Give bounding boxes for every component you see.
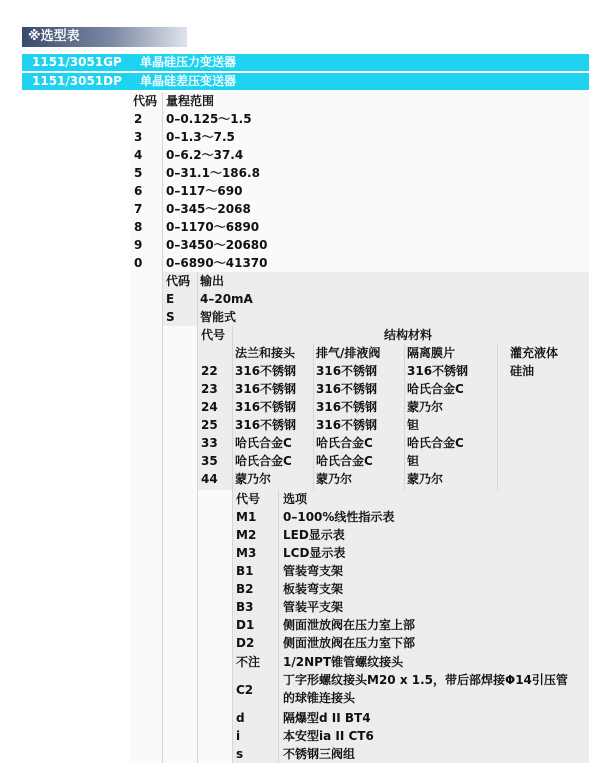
materials-column-header: 排气/排液阀 [316, 346, 381, 360]
options-code-header: 代号 [236, 492, 261, 506]
vent-material: 316不锈钢 [316, 400, 378, 414]
diaphragm-material: 哈氏合金C [407, 382, 464, 396]
range-value: 0–117～690 [166, 184, 243, 198]
option-code: s [236, 747, 244, 761]
option-code: B1 [236, 564, 254, 578]
diaphragm-material: 钽 [407, 418, 420, 432]
option-code: B2 [236, 582, 254, 596]
material-code: 25 [201, 418, 218, 432]
diaphragm-material: 哈氏合金C [407, 436, 464, 450]
flange-material: 哈氏合金C [235, 436, 292, 450]
option-code: B3 [236, 600, 254, 614]
range-code: 4 [134, 148, 143, 162]
option-description: LED显示表 [283, 528, 345, 542]
output-code: E [166, 292, 175, 306]
material-code: 33 [201, 436, 218, 450]
range-value: 0–3450～20680 [166, 238, 268, 252]
option-description: 丁字形螺纹接头M20 x 1.5，带后部焊接Φ14引压管 [283, 673, 568, 687]
output-value: 4–20mA [200, 292, 253, 306]
column-divider [313, 344, 314, 490]
option-code: 不注 [236, 655, 261, 669]
column-divider [497, 344, 498, 490]
option-description: 侧面泄放阀在压力室下部 [283, 636, 416, 650]
column-divider [278, 490, 279, 763]
model-code: 1151/3051GP [32, 55, 122, 69]
model-row [22, 54, 589, 71]
vent-material: 316不锈钢 [316, 382, 378, 396]
column-divider [197, 272, 198, 763]
material-code: 22 [201, 364, 218, 378]
material-code: 44 [201, 472, 218, 486]
options-header: 选项 [283, 492, 308, 506]
materials-column-header: 隔离膜片 [407, 346, 456, 360]
diaphragm-material: 钽 [407, 454, 420, 468]
vent-material: 哈氏合金C [316, 454, 373, 468]
output-code-header: 代码 [166, 274, 191, 288]
materials-column-header: 法兰和接头 [235, 346, 296, 360]
model-description: 单晶硅压力变送器 [140, 55, 237, 69]
material-code: 24 [201, 400, 218, 414]
flange-material: 316不锈钢 [235, 418, 297, 432]
option-code: M1 [236, 510, 257, 524]
vent-material: 蒙乃尔 [316, 472, 353, 486]
option-description: 的球锥连接头 [283, 691, 356, 705]
output-value: 智能式 [200, 310, 237, 324]
range-code-header: 代码 [133, 94, 158, 108]
flange-material: 蒙乃尔 [235, 472, 272, 486]
vent-material: 哈氏合金C [316, 436, 373, 450]
option-code: M3 [236, 546, 257, 560]
option-description: 不锈钢三阀组 [283, 747, 356, 761]
option-description: 本安型ia II CT6 [283, 729, 374, 743]
option-description: 隔爆型d II BT4 [283, 711, 371, 725]
option-description: 0–100%线性指示表 [283, 510, 395, 524]
materials-code-header: 代号 [201, 328, 226, 342]
model-code: 1151/3051DP [32, 74, 122, 88]
range-value: 0–345～2068 [166, 202, 251, 216]
model-description: 单晶硅差压变送器 [140, 74, 237, 88]
diaphragm-material: 蒙乃尔 [407, 400, 444, 414]
option-code: d [236, 711, 245, 725]
option-code: M2 [236, 528, 257, 542]
output-header: 输出 [200, 274, 225, 288]
diaphragm-material: 316不锈钢 [407, 364, 469, 378]
fill-liquid: 硅油 [510, 364, 535, 378]
range-code: 7 [134, 202, 143, 216]
range-value: 0–0.125～1.5 [166, 112, 252, 126]
option-description: 1/2NPT锥管螺纹接头 [283, 655, 404, 669]
materials-column-header: 灌充液体 [510, 346, 559, 360]
range-value: 0–1.3～7.5 [166, 130, 235, 144]
option-description: 板装弯支架 [283, 582, 344, 596]
material-code: 23 [201, 382, 218, 396]
flange-material: 316不锈钢 [235, 400, 297, 414]
range-value: 0–6.2～37.4 [166, 148, 244, 162]
option-code: C2 [236, 683, 254, 697]
option-description: 管装弯支架 [283, 564, 344, 578]
range-value: 0–1170～6890 [166, 220, 260, 234]
column-divider [162, 92, 163, 763]
range-value: 0–31.1～186.8 [166, 166, 260, 180]
model-row [22, 73, 589, 90]
range-value: 0–6890～41370 [166, 256, 268, 270]
option-description: LCD显示表 [283, 546, 346, 560]
output-code: S [166, 310, 175, 324]
range-code: 5 [134, 166, 143, 180]
materials-group-header: 结构材料 [384, 328, 433, 342]
option-description: 侧面泄放阀在压力室上部 [283, 618, 416, 632]
option-description: 管装平支架 [283, 600, 344, 614]
column-divider [232, 326, 233, 763]
vent-material: 316不锈钢 [316, 418, 378, 432]
range-code: 0 [134, 256, 143, 270]
range-code: 2 [134, 112, 143, 126]
option-code: i [236, 729, 241, 743]
option-code: D1 [236, 618, 255, 632]
option-code: D2 [236, 636, 255, 650]
section-title: ※选型表 [22, 27, 187, 47]
range-code: 3 [134, 130, 143, 144]
column-divider [404, 344, 405, 490]
diaphragm-material: 蒙乃尔 [407, 472, 444, 486]
range-header: 量程范围 [166, 94, 215, 108]
range-code: 6 [134, 184, 143, 198]
material-code: 35 [201, 454, 218, 468]
range-code: 8 [134, 220, 143, 234]
flange-material: 哈氏合金C [235, 454, 292, 468]
vent-material: 316不锈钢 [316, 364, 378, 378]
range-code: 9 [134, 238, 143, 252]
flange-material: 316不锈钢 [235, 382, 297, 396]
flange-material: 316不锈钢 [235, 364, 297, 378]
